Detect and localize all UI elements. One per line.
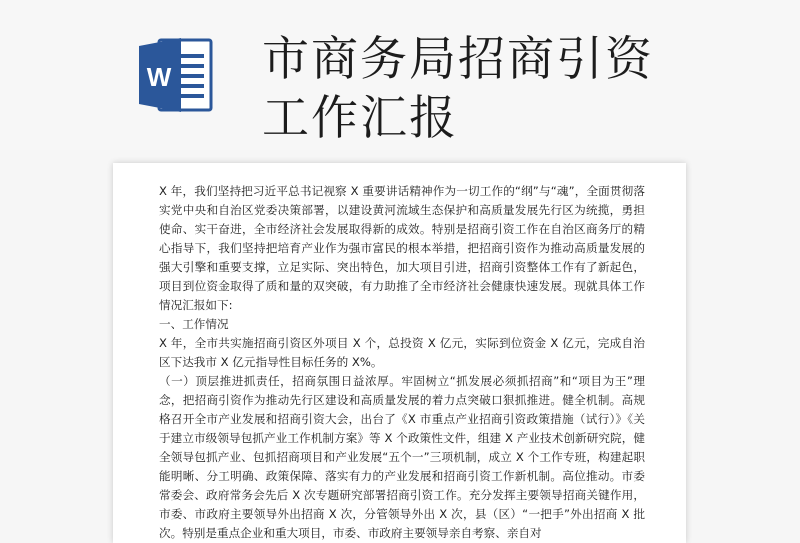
section-heading: 一、工作情况 [159,317,229,331]
word-doc-icon [137,36,214,114]
header-banner [0,0,800,150]
document-title: 市商务局招商引资工作汇报 [262,32,654,146]
document-page [113,163,686,543]
paragraph: （一）顶层推进抓责任，招商氛围日益浓厚。牢固树立“抓发展必须抓招商”和“项目为王”理念，把招商引资作为推动先行区建设和高质量发展的着力点突破口狠抓推进。健全机制。高规格召开全市产业发展和招商引资大会，出台了《X 市重点产业招商引资政策措施（试行）》《关于建立市级领导包抓产业工作机制方案》等 X 个政策性文件，组建 X 产业技术创新研究院，健全领导包抓产业、包抓招商项目和产业发展“五个一”三项机制，成立 X 个工作专班，构建起职能明晰、分工明确、政策保障、落实有力的产业发展和招商引资工作新机制。高位推动。市委常委会、政府常务会先后 X 次专题研究部署招商引资工作。充分发挥主要领导招商关键作用，市委、市政府主要领导外出招商 X 次，分管领导外出 X 次，县（区）“一把手”外出招商 X 批次。特别是重点企业和重大项目，市委、市政府主要领导亲自考察、亲自对 [159,374,645,540]
paragraph: X 年，全市共实施招商引资区外项目 X 个，总投资 X 亿元，实际到位资金 X 亿元，完成自治区下达我市 X 亿元指导性目标任务的 X%。 [159,336,645,369]
paragraph: X 年，我们坚持把习近平总书记视察 X 重要讲话精神作为一切工作的“纲”与“魂”，全面贯彻落实党中央和自治区党委决策部署，以建设黄河流域生态保护和高质量发展先行区为统揽，勇担使命、实干奋进，全市经济社会发展取得新的成效。特别是招商引资工作在自治区商务厅的精心指导下，我们坚持把培育产业作为强市富民的根本举措，把招商引资作为推动高质量发展的强大引擎和重要支撑，立足实际、突出特色，加大项目引进，招商引资整体工作有了新起色，项目到位资金取得了质和量的双突破，有力助推了全市经济社会健康快速发展。现就具体工作情况汇报如下: [159,184,645,312]
svg-text:W: W [146,62,172,92]
document-body [159,182,645,543]
